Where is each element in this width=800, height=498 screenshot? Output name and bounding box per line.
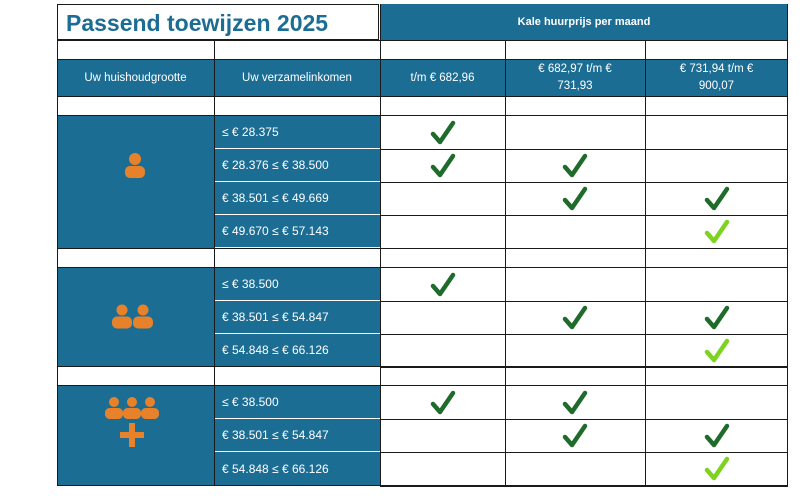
grid-line xyxy=(57,96,788,97)
grid-line xyxy=(380,367,788,368)
check-icon xyxy=(704,423,730,449)
grid-line xyxy=(57,40,788,41)
household-2-cell xyxy=(57,268,214,366)
household-3plus-cell xyxy=(57,386,214,486)
income-band: € 28.376 ≤ € 38.500 xyxy=(214,149,380,182)
grid-line xyxy=(57,115,788,116)
check-icon xyxy=(562,305,588,331)
grid-line xyxy=(787,4,788,486)
grid-line xyxy=(380,215,788,216)
check-light-icon xyxy=(704,219,730,245)
check-icon xyxy=(430,153,456,179)
grid-line xyxy=(57,59,788,60)
grid-line xyxy=(380,4,381,486)
check-icon xyxy=(704,305,730,331)
rent-col-3-header: € 731,94 t/m € 900,07 xyxy=(645,60,788,96)
grid-line xyxy=(57,267,788,268)
income-band: € 54.848 ≤ € 66.126 xyxy=(214,452,380,486)
three-persons-plus-icon xyxy=(105,396,159,448)
grid-line xyxy=(57,4,58,486)
check-icon xyxy=(562,186,588,212)
grid-line xyxy=(380,452,788,453)
grid-line xyxy=(57,385,788,386)
grid-line xyxy=(380,301,788,302)
income-band: ≤ € 28.375 xyxy=(214,116,380,149)
check-icon xyxy=(562,423,588,449)
grid-line xyxy=(214,40,215,486)
grid-line xyxy=(380,248,788,249)
check-icon xyxy=(562,153,588,179)
grid-line xyxy=(505,40,506,486)
page-title: Passend toewijzen 2025 xyxy=(57,4,379,40)
grid-line xyxy=(380,486,788,487)
income-band: € 38.501 ≤ € 54.847 xyxy=(214,301,380,334)
grid-line xyxy=(645,40,646,486)
income-band: ≤ € 38.500 xyxy=(214,268,380,301)
check-light-icon xyxy=(704,456,730,482)
two-persons-icon xyxy=(111,304,155,330)
check-icon xyxy=(704,186,730,212)
household-size-header: Uw huishoudgrootte xyxy=(57,60,214,96)
income-band: € 38.501 ≤ € 49.669 xyxy=(214,182,380,215)
income-band: ≤ € 38.500 xyxy=(214,386,380,419)
grid-line xyxy=(380,334,788,335)
one-person-icon xyxy=(121,152,149,180)
income-band: € 54.848 ≤ € 66.126 xyxy=(214,334,380,367)
grid-line xyxy=(380,149,788,150)
grid-line xyxy=(380,182,788,183)
check-icon xyxy=(562,390,588,416)
income-header: Uw verzamelinkomen xyxy=(214,60,380,96)
rent-header: Kale huurprijs per maand xyxy=(380,4,788,40)
rent-col-2-header: € 682,97 t/m € 731,93 xyxy=(505,60,645,96)
income-band: € 38.501 ≤ € 54.847 xyxy=(214,419,380,452)
income-band: € 49.670 ≤ € 57.143 xyxy=(214,215,380,248)
grid-line xyxy=(380,419,788,420)
check-icon xyxy=(430,120,456,146)
check-light-icon xyxy=(704,338,730,364)
check-icon xyxy=(430,272,456,298)
check-icon xyxy=(430,390,456,416)
rent-col-1-header: t/m € 682,96 xyxy=(380,60,505,96)
household-1-cell xyxy=(57,116,214,248)
